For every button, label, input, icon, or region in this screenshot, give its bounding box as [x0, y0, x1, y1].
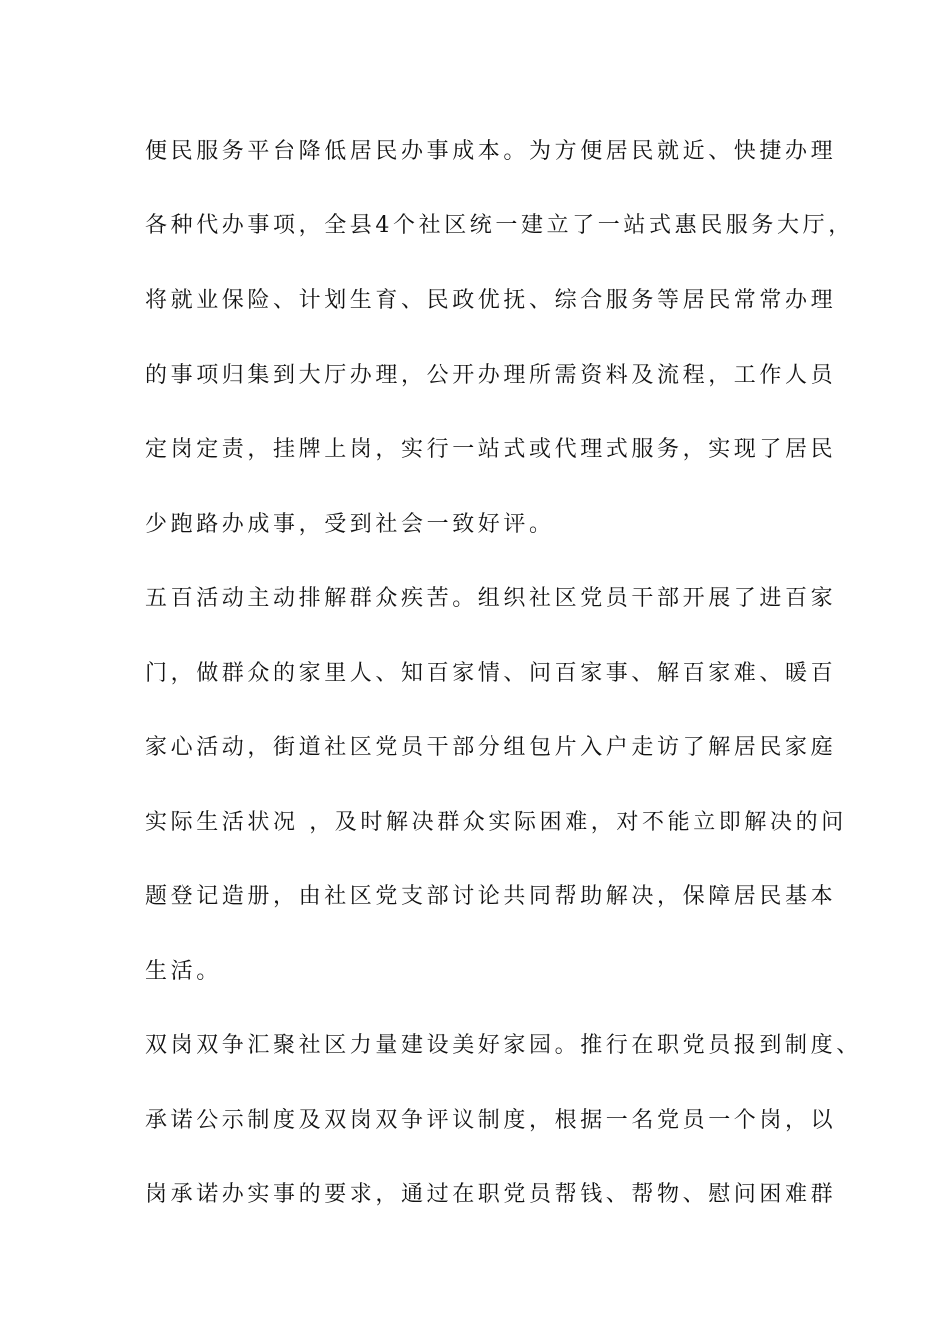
text-line: 双岗双争汇聚社区力量建设美好家园。推行在职党员报到制度、 [145, 1033, 862, 1058]
text-line: 少跑路办成事，受到社会一致好评。 [145, 512, 555, 537]
text-line: 定岗定责，挂牌上岗，实行一站式或代理式服务，实现了居民 [145, 437, 837, 462]
text-line: 门，做群众的家里人、知百家情、问百家事、解百家难、暖百 [145, 661, 837, 686]
text-line: 家心活动，街道社区党员干部分组包片入户走访了解居民家庭 [145, 735, 837, 760]
text-line: 生活。 [145, 959, 222, 984]
text-line: 实际生活状况 ，及时解决群众实际困难，对不能立即解决的问 [145, 810, 847, 835]
text-line: 各种代办事项，全县4个社区统一建立了一站式惠民服务大厅， [145, 213, 854, 238]
text-line: 将就业保险、计划生育、民政优抚、综合服务等居民常常办理 [145, 288, 837, 313]
text-line: 岗承诺办实事的要求，通过在职党员帮钱、帮物、慰问困难群 [145, 1182, 837, 1207]
text-line: 五百活动主动排解群众疾苦。组织社区党员干部开展了进百家 [145, 586, 837, 611]
text-line: 便民服务平台降低居民办事成本。为方便居民就近、快捷办理 [145, 139, 837, 164]
text-line: 的事项归集到大厅办理，公开办理所需资料及流程，工作人员 [145, 363, 837, 388]
text-line: 承诺公示制度及双岗双争评议制度，根据一名党员一个岗，以 [145, 1108, 837, 1133]
text-line: 题登记造册，由社区党支部讨论共同帮助解决，保障居民基本 [145, 884, 837, 909]
